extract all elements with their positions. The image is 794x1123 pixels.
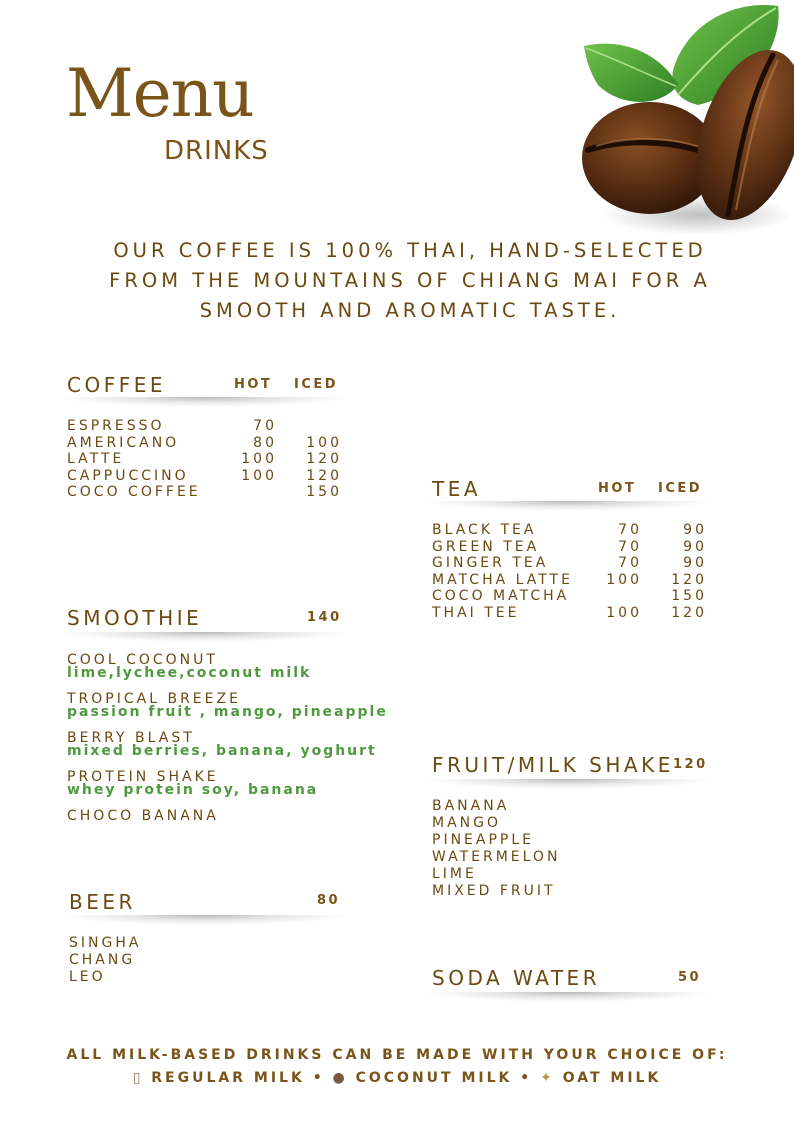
item-name: GREEN TEA <box>432 538 540 555</box>
tea-title: TEA <box>432 477 482 501</box>
item-name: COCO MATCHA <box>432 588 570 604</box>
beer-list <box>69 935 141 986</box>
list-item <box>432 605 712 622</box>
milk-option-regular: REGULAR MILK <box>151 1070 305 1086</box>
tea-hot-header: HOT <box>598 481 637 496</box>
list-item <box>432 539 712 556</box>
price-iced: 120 <box>671 571 707 588</box>
milk-option-coconut: COCONUT MILK <box>355 1070 513 1086</box>
price-iced: 150 <box>671 588 707 604</box>
tea-divider <box>424 501 714 511</box>
item-name: PROTEIN SHAKE <box>67 769 219 785</box>
item-description: mixed berries, banana, yoghurt <box>67 743 377 759</box>
milk-option-oat: OAT MILK <box>562 1070 662 1086</box>
shake-divider <box>424 779 714 789</box>
item-name: ESPRESSO <box>67 418 165 434</box>
coffee-iced-header: ICED <box>294 377 339 392</box>
price-hot: 80 <box>253 434 277 451</box>
list-item <box>432 522 712 539</box>
price-iced: 150 <box>306 484 342 500</box>
smoothie-price: 140 <box>307 610 342 625</box>
list-item: BANANA <box>432 798 510 814</box>
item-name: THAI TEE <box>432 604 520 621</box>
intro-text: OUR COFFEE IS 100% THAI, HAND-SELECTED FROM THE MOUNTAINS OF CHIANG MAI FOR A SMOOTH AND AROMATIC TASTE. <box>109 239 711 322</box>
item-name: BERRY BLAST <box>67 730 195 746</box>
tea-iced-header: ICED <box>658 481 703 496</box>
item-name: COCO COFFEE <box>67 484 201 500</box>
item-name: COOL COCONUT <box>67 652 218 668</box>
shake-title: FRUIT/MILK SHAKE <box>432 753 674 777</box>
item-name: AMERICANO <box>67 434 180 451</box>
beer-price: 80 <box>317 893 341 908</box>
list-item: SINGHA <box>69 935 142 951</box>
price-iced: 120 <box>306 467 342 484</box>
coconut-icon: ● <box>332 1070 348 1086</box>
list-item <box>67 451 347 468</box>
item-name: LATTE <box>67 451 125 467</box>
item-name: MATCHA LATTE <box>432 571 573 588</box>
coffee-list <box>67 418 347 501</box>
list-item <box>432 588 712 605</box>
price-hot: 100 <box>241 467 277 484</box>
menu-subtitle: DRINKS <box>164 136 269 166</box>
list-item: MANGO <box>432 815 501 831</box>
list-item: PINEAPPLE <box>432 832 534 848</box>
menu-title: Menu <box>66 55 254 132</box>
soda-divider <box>424 992 714 1002</box>
shake-price: 120 <box>673 757 708 772</box>
price-iced: 120 <box>306 451 342 467</box>
list-item <box>432 572 712 589</box>
item-description: passion fruit , mango, pineapple <box>67 704 388 720</box>
price-iced: 90 <box>683 522 707 538</box>
price-hot: 100 <box>606 571 642 588</box>
list-item: WATERMELON <box>432 849 561 865</box>
item-description: whey protein soy, banana <box>67 782 319 798</box>
price-hot: 70 <box>618 555 642 571</box>
beer-divider <box>60 915 350 925</box>
price-iced: 120 <box>671 604 707 621</box>
smoothie-divider <box>60 632 350 642</box>
price-iced: 90 <box>683 555 707 571</box>
list-item <box>67 468 347 485</box>
separator: • <box>312 1070 325 1086</box>
oat-icon: ✦ <box>540 1070 555 1086</box>
soda-title: SODA WATER <box>432 966 601 990</box>
soda-price: 50 <box>678 970 702 985</box>
separator: • <box>520 1070 533 1086</box>
list-item <box>432 555 712 572</box>
item-name: GINGER TEA <box>432 555 549 571</box>
price-hot: 100 <box>241 451 277 467</box>
list-item <box>67 435 347 452</box>
price-iced: 90 <box>683 538 707 555</box>
item-name: TROPICAL BREEZE <box>67 691 241 707</box>
smoothie-title: SMOOTHIE <box>67 606 203 630</box>
item-description: lime,lychee,coconut milk <box>67 665 312 681</box>
item-name: CHOCO BANANA <box>67 808 219 824</box>
list-item <box>67 484 347 501</box>
list-item: MIXED FRUIT <box>432 883 556 899</box>
milk-glass-icon: ▯ <box>132 1070 144 1086</box>
price-iced: 100 <box>306 434 342 451</box>
coffee-hot-header: HOT <box>234 377 273 392</box>
price-hot: 70 <box>618 538 642 555</box>
beer-title: BEER <box>69 890 136 914</box>
shake-list <box>432 798 560 900</box>
milk-options-list <box>0 1070 794 1086</box>
item-name: CAPPUCCINO <box>67 467 189 484</box>
price-hot: 100 <box>606 604 642 621</box>
item-name: BLACK TEA <box>432 522 537 538</box>
price-hot: 70 <box>253 418 277 434</box>
list-item: LEO <box>69 969 106 985</box>
coffee-divider <box>60 397 350 407</box>
tea-list <box>432 522 712 621</box>
list-item: LIME <box>432 866 477 882</box>
milk-options-note: ALL MILK-BASED DRINKS CAN BE MADE WITH YOUR CHOICE OF: <box>66 1047 728 1063</box>
list-item: CHANG <box>69 952 136 968</box>
coffee-title: COFFEE <box>67 373 166 397</box>
coffee-beans-image <box>578 0 794 240</box>
list-item <box>67 418 347 435</box>
price-hot: 70 <box>618 522 642 538</box>
